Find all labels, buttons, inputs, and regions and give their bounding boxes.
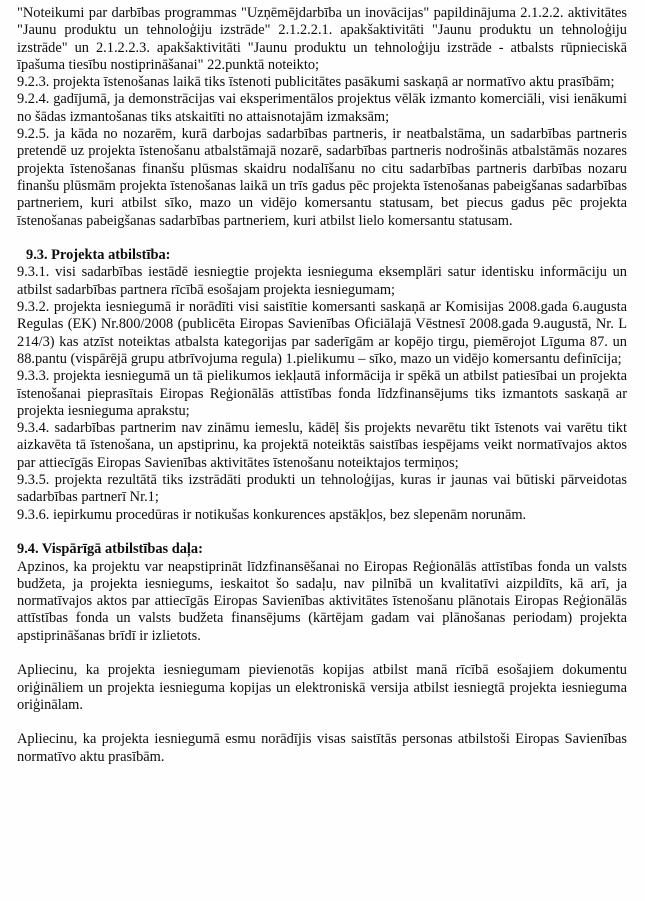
heading-9-4: 9.4. Vispārīgā atbilstības daļa: [17,541,203,558]
clause-9-2-4: 9.2.4. gadījumā, ja demonstrācijas vai eksperimentālos projektus vēlāk izmanto komerciāli, visi ienākumi no šādas izmantošanas tiks atskaitīti no attaisnotajām izmaksām; [17,91,627,125]
clause-9-3-5: 9.3.5. projekta rezultātā tiks izstrādāti produkti un tehnoloģijas, kuras ir jaunas vai būtiski pārveidotas sadarbības partnerī Nr.1; [17,472,627,506]
clause-9-3-1: 9.3.1. visi sadarbības iestādē iesniegtie projekta iesnieguma eksemplāri satur identisku informāciju un atbilst sadarbības partnera rīcībā esošajam projekta iesniegumam; [17,264,627,298]
clause-9-3-3: 9.3.3. projekta iesniegumā un tā pielikumos iekļautā informācija ir spēkā un atbilst patiesībai un projekta īstenošanai pieprasītais Eiropas Reģionālās attīstības fonda līdzfinansējums tiks izmantots saskaņā ar projekta iesnieguma aprakstu; [17,368,627,419]
clause-9-3-2: 9.3.2. projekta iesniegumā ir norādīti visi saistītie komersanti saskaņā ar Komisijas 2008.gada 6.augusta Regulas (EK) Nr.800/2008 (publicēta Eiropas Savienības Oficiālajā Vēstnesī 2008.gada 9.augustā, Nr. L 214/3) kas atzīst noteiktas atbalsta kategorijas par saderīgām ar kopējo tirgu, piemērojot Līguma 87. un 88.pantu (vispārējā grupu atbrīvojuma regula) 1.pielikumu – sīko, mazo un vidējo komersantu definīcija; [17,299,627,367]
clause-9-2-3: 9.2.3. projekta īstenošanas laikā tiks īstenoti publicitātes pasākumi saskaņā ar normatīvo aktu prasībām; [17,74,615,91]
clause-9-3-4: 9.3.4. sadarbības partnerim nav zināmu iemeslu, kādēļ šis projekts nevarētu tikt īstenots vai varētu tikt aizkavēta tā īstenošana, un apstiprinu, ka projektā noteiktās saistības iespējams veikt normatīvajos aktos par attiecīgās Eiropas Savienības aktivitātes īstenošanu noteiktajos termiņos; [17,420,627,471]
paragraph-quoted-rules: "Noteikumi par darbības programmas "Uzņēmējdarbība un inovācijas" papildinājuma 2.1.2.2. aktivitātes "Jaunu produktu un tehnoloģiju izstrāde" 2.1.2.2.1. apakšaktivitāti "Jaunu produktu un tehnoloģiju izstrāde" un 2.1.2.2.3. apakšaktivitāti "Jaunu produktu un tehnoloģiju izstrāde - atbalsts rūpnieciskā īpašuma tiesību nostiprināšanai" 22.punktā noteikto; [17,5,627,73]
spacer-before-apliecinu-1 [17,645,627,662]
spacer-before-apliecinu-2 [17,714,627,731]
clause-9-3-6: 9.3.6. iepirkumu procedūras ir notikušas konkurences apstākļos, bez slepenām norunām. [17,506,527,523]
paragraph-apzinos: Apzinos, ka projektu var neapstiprināt līdzfinansēšanai no Eiropas Reģionālās attīstības fonda un valsts budžeta, ja projekta iesniegums, ieskaitot šo sadaļu, nav pilnībā un kvalitatīvi aizpildīts, kā arī, ja normatīvajos aktos par attiecīgās Eiropas Savienības aktivitātes īstenošanu plānotais Eiropas Reģionālās attīstības fonda un valsts budžeta finansējums (kārtējam gadam vai plānošanas periodam) projekta apstiprināšanas brīdī ir izlietots. [17,558,627,644]
spacer-before-heading-9-4 [17,524,627,541]
heading-9-3: 9.3. Projekta atbilstība: [26,247,171,264]
spacer-before-heading-9-3 [17,230,627,247]
paragraph-apliecinu-1: Apliecinu, ka projekta iesniegumam pievienotās kopijas atbilst manā rīcībā esošajiem dokumentu oriģināliem un projekta iesnieguma kopijas un elektroniskā versija atbilst iesniegtā projekta iesnieguma oriģinālam. [17,662,627,713]
paragraph-apliecinu-2: Apliecinu, ka projekta iesniegumā esmu norādījis visas saistītās personas atbilstoši Eiropas Savienības normatīvo aktu prasībām. [17,731,627,765]
clause-9-2-5: 9.2.5. ja kāda no nozarēm, kurā darbojas sadarbības partneris, ir neatbalstāma, un sadarbības partneris pretendē uz projekta īstenošanu atbalstāmajā nozarē, sadarbības partneris nodrošinās atbalstāmās nozares projekta īstenošanas finanšu plūsmas skaidru nodalīšanu no citu sadarbības partneris darbības nozaru finanšu plūsmām projekta īstenošanas laikā un trīs gadus pēc projekta īstenošanas pabeigšanas sadarbības partneriem, kuri atbilst sīko, mazo un vidējo komersantu statusam, bet piecus gadus pēc projekta īstenošanas pabeigšanas sadarbības partneriem, kuri atbilst lielo komersantu statusam. [17,126,627,229]
